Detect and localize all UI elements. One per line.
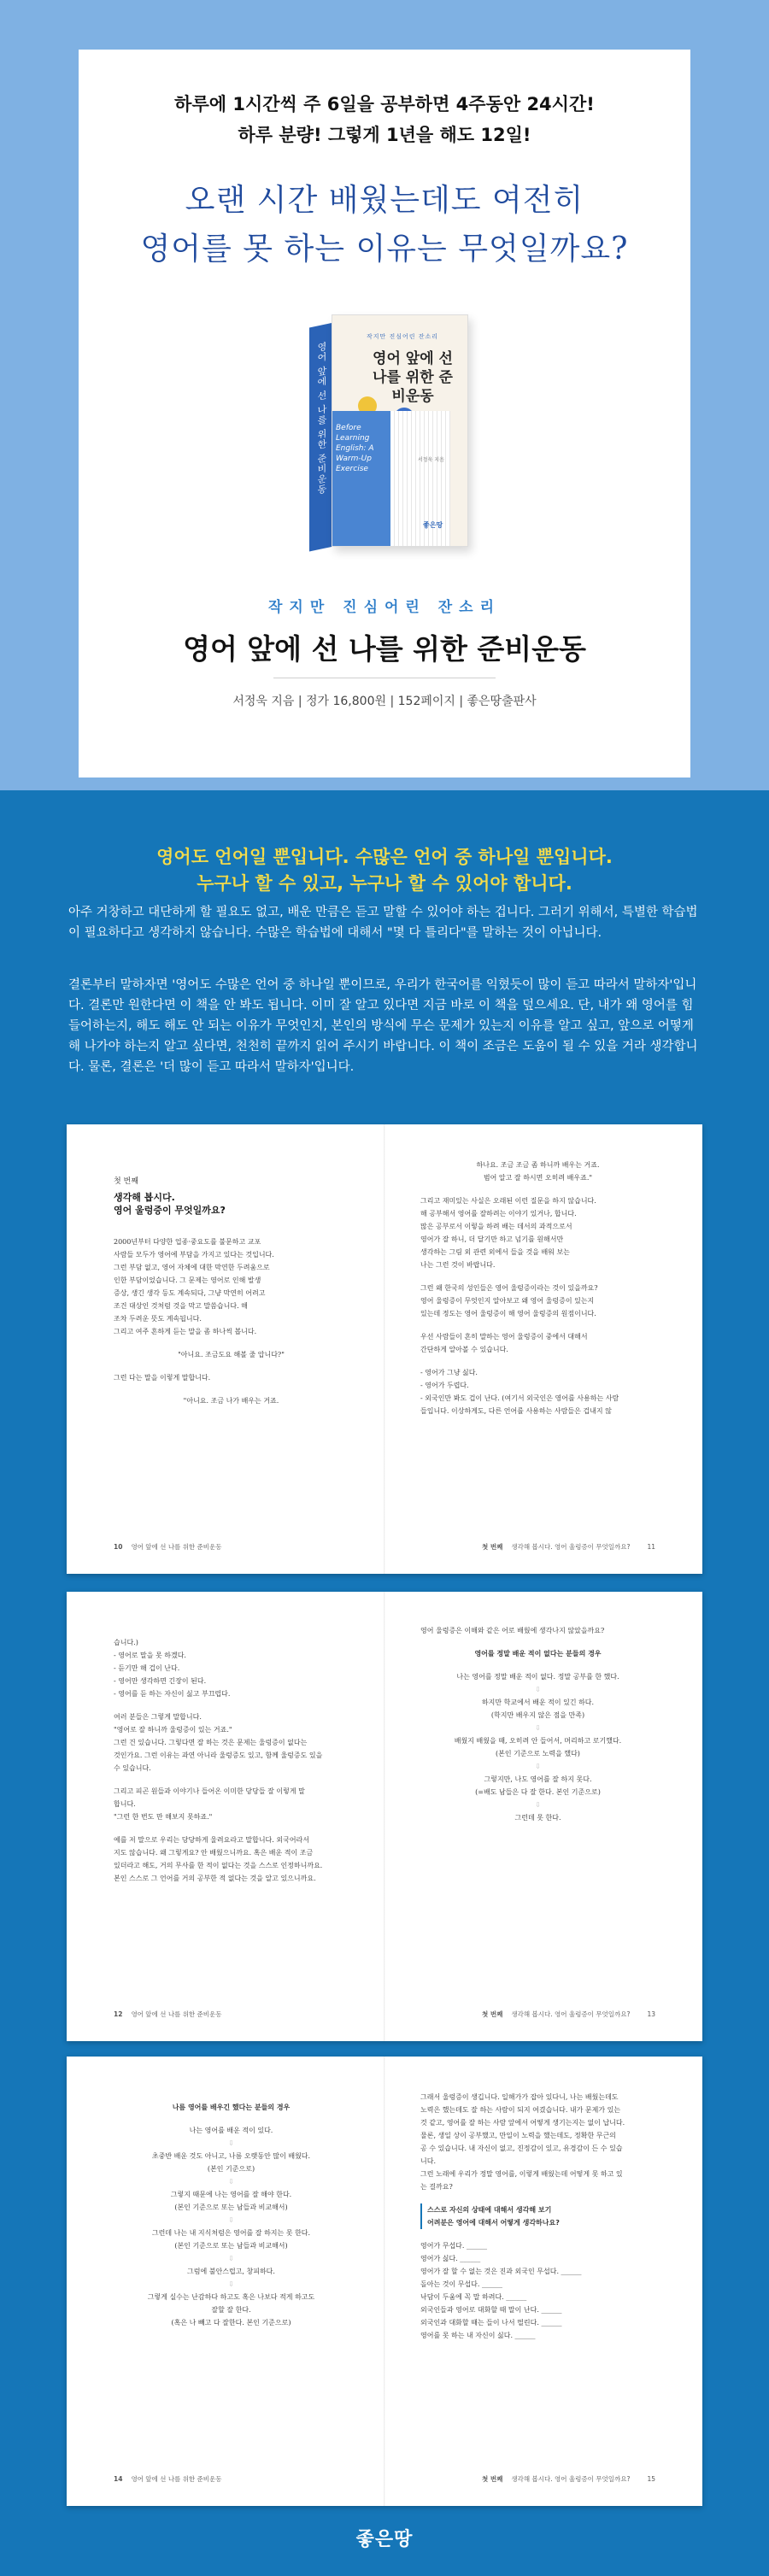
- footer-chapter: 첫 번째: [482, 2475, 503, 2483]
- body-line: "그런 한 번도 만 해보지 못하죠.": [114, 1813, 213, 1821]
- quote-line: 범어 알고 잘 하시면 오히려 배우죠.": [483, 1174, 593, 1182]
- body-line: 그리고 피곤 원들과 이야기나 들어온 이미한 당당들 잘 이렇게 말: [114, 1787, 305, 1795]
- headline-2: 영어를 못 하는 이유는 무엇일까요?: [140, 232, 629, 267]
- body-line: 물론, 생일 상이 공부했고, 만일이 노력을 했는데도, 정확한 무근의: [420, 2132, 616, 2139]
- page-footer: [482, 2474, 655, 2484]
- flow-arrow-icon: ⇩: [535, 1801, 541, 1809]
- body-line: 사람들 모두가 영어에 부담을 가지고 있다는 것입니다.: [114, 1251, 274, 1259]
- body-line: 생각하는 그림 외 관련 외에서 들을 것을 배워 보는: [420, 1248, 570, 1256]
- body-line: 예를 저 말으로 우리는 당당하게 울려요라고 말합니다. 외국어라서: [114, 1836, 309, 1844]
- page-number: 15: [647, 2475, 655, 2483]
- checklist-item: 낙담이 두움에 꼭 말 하려다. ______: [420, 2293, 527, 2301]
- flow-step: 그렇지 때문에 나는 영어를 잘 해야 한다.: [170, 2191, 292, 2198]
- flow-arrow-icon: ⇩: [535, 1724, 541, 1732]
- footer-title: 생각해 봅시다. 영어 울렁증이 무엇일까요?: [511, 2475, 631, 2483]
- spine-text: 영어 앞에 선 나를 위한 준비운동: [316, 341, 327, 496]
- flow-step: (=배도 남들은 다 잘 한다. 본인 기준으로): [475, 1788, 601, 1796]
- checklist-item: 돌아는 것이 무섭다. ______: [420, 2280, 502, 2288]
- flow-arrow-icon: ⇩: [228, 2216, 234, 2224]
- tagline-2: 하루 분량! 그렇게 1년을 해도 12일!: [238, 125, 531, 145]
- flow-step: 그렇지만, 나도 영어를 잘 하지 못다.: [484, 1775, 592, 1783]
- footer-title: 생각해 봅시다. 영어 울렁증이 무엇일까요?: [511, 2010, 631, 2018]
- intro-paragraph-2: 결론부터 말하자면 '영어도 수많은 언어 중 하나일 뿐이므로, 우리가 한국어를 익혔듯이 많이 듣고 따라서 말하자'입니다. 결론만 원한다면 이 책을 안 봐도 됩니다. 이미 잘 알고 있다면 지금 바로 이 책을 덮으세요. 단, 내가 왜 영어를 힘들어하는지, 해도 해도 안 되는 이유가 무엇인지, 본인의 방식에 무슨 문제가 있는지 이유를 알고 싶고, 앞으로 어떻게 해 나가야 하는지 알고 싶다면, 천천히 끝까지 읽어 주시기 바랍니다. 이 책이 조금은 도움이 될 수 있을 거라 생각합니다. 물론, 결론은 '더 많이 듣고 따라서 말하자'입니다.: [68, 978, 698, 1074]
- flow-step: 그런데 나는 내 지식처럼은 영어를 잘 하지는 못 한다.: [151, 2229, 311, 2237]
- body-line: 인한 부담이었습니다. 그 문제는 영어로 인해 발생: [114, 1276, 261, 1284]
- body-line: 해 공부해서 영어를 잘하려는 이야기 있거나, 합니다.: [420, 1210, 577, 1218]
- flow-step: 나는 영어를 정말 배운 적이 없다. 정말 공부를 한 했다.: [456, 1673, 619, 1681]
- body-line: 노력은 했는데도 잘 하는 사람이 되지 여겼습니다. 내가 문제가 있는: [420, 2106, 621, 2114]
- flow-step: (혹은 나 빼고 다 잘한다. 본인 기준으로): [171, 2319, 291, 2327]
- chapter-title-line-1: 생각해 봅시다.: [114, 1192, 175, 1203]
- footer-title: 영어 앞에 선 나를 위한 준비운동: [131, 1543, 222, 1551]
- body-line: 영어 울렁증은 이해와 같은 어로 배웠에 생각나지 않았을까요?: [420, 1627, 605, 1634]
- footer-title: 생각해 봅시다. 영어 울렁증이 무엇일까요?: [511, 1543, 631, 1551]
- hero-card: [79, 50, 690, 777]
- body-line: "영어로 잘 하니까 울렁증이 있는 거죠.": [114, 1726, 232, 1734]
- list-item: - 영어를 듣 하는 자신이 싫고 부끄럽다.: [114, 1690, 231, 1698]
- flow-arrow-icon: ⇩: [535, 1686, 541, 1693]
- checklist-item: 영어가 싫다. ______: [420, 2255, 481, 2262]
- body-line: 그런 부담 없고, 영어 자체에 대한 막연한 두려움으로: [114, 1264, 270, 1271]
- list-item: 습니다.): [114, 1639, 138, 1646]
- footer-chapter: 첫 번째: [482, 1543, 503, 1551]
- flow-arrow-icon: ⇩: [228, 2178, 234, 2186]
- body-line: 증상, 생긴 생각 등도 계속되다, 그냥 막연히 어려고: [114, 1289, 266, 1297]
- body-line: 있는데 정도는 영어 울렁증이 해 영어 울렁증의 원점이니다.: [420, 1310, 596, 1317]
- flow-arrow-icon: ⇩: [535, 1763, 541, 1770]
- page-footer: [482, 1542, 655, 1552]
- flow-step: 초중반 배운 것도 아니고, 나름 오랫동안 많이 배웠다.: [151, 2152, 311, 2160]
- body-line: 는 걸까요?: [420, 2183, 453, 2191]
- body-line: 합니다.: [114, 1800, 136, 1808]
- page-spread-1: [67, 1124, 702, 1574]
- flow-step: (본인 기준으로 또는 남들과 비교해서): [174, 2203, 288, 2211]
- page-10: [67, 1124, 384, 1574]
- body-line: 그리고 재미있는 사실은 오래된 이런 질문을 하지 않습니다.: [420, 1197, 596, 1205]
- checklist-item: 영어가 무섭다. ______: [420, 2242, 487, 2250]
- flow-arrow-icon: ⇩: [228, 2139, 234, 2147]
- footer-title: 영어 앞에 선 나를 위한 준비운동: [131, 2475, 222, 2483]
- body-line: 그런 왜 한국의 성인들은 영어 울렁증이라는 것이 있을까요?: [420, 1284, 598, 1292]
- list-item: - 영어가 그냥 싫다.: [420, 1369, 478, 1376]
- book-spine: [309, 323, 332, 552]
- body-line: 그런 노래에 우리가 정말 영어를, 이렇게 배웠는데 어떻게 못 하고 있: [420, 2170, 623, 2178]
- body-line: 우선 사람들이 흔히 말하는 영어 울렁증이 중에서 대해서: [420, 1333, 588, 1341]
- page-footer: [482, 2010, 655, 2019]
- body-line: 영어가 잘 하니, 더 달기만 하고 넘기를 원해서만: [420, 1235, 564, 1243]
- chapter-label: 첫 번째: [114, 1177, 138, 1186]
- quote-line: "아니요. 조금 나가 배우는 거죠.: [183, 1397, 279, 1405]
- intro-highlight-1: 영어도 언어일 뿐입니다. 수많은 언어 중 하나일 뿐입니다.: [156, 847, 613, 867]
- book-cover-image: [309, 314, 472, 549]
- flow-step: (본인 기준으로 또는 남들과 비교해서): [174, 2242, 288, 2250]
- tagline-1: 하루에 1시간씩 주 6일을 공부하면 4주동안 24시간!: [174, 94, 595, 114]
- page-12: [67, 1592, 384, 2041]
- flow-step: 하지만 학교에서 배운 적이 있긴 하다.: [481, 1699, 595, 1706]
- page-13: [384, 1592, 702, 2041]
- cover-small-text: 작지만 진심어린 잔소리: [367, 333, 439, 340]
- flow-step: (본인 기준으로): [207, 2165, 255, 2173]
- page-14: [67, 2057, 384, 2506]
- checklist-item: 외국인과 대화할 때는 들이 나서 떨린다. ______: [420, 2319, 562, 2327]
- checklist-item: 영어가 잘 할 수 없는 것은 진과 외국인 무섭다. ______: [420, 2268, 582, 2275]
- book-subtitle: 작지만 진심어린 잔소리: [267, 599, 502, 616]
- cover-title: 영어 앞에 선 나를 위한 준비운동: [373, 350, 453, 405]
- box-title: 스스로 자신의 상태에 대해서 생각해 보기: [427, 2206, 552, 2214]
- self-check-box: [420, 2203, 655, 2229]
- list-item: 들입니다. 이상하게도, 다른 언어를 사용하는 사람들은 겁내지 않: [420, 1407, 612, 1415]
- headline-1: 오랜 시간 배웠는데도 여전히: [185, 183, 584, 218]
- page-number: 12: [114, 2010, 123, 2018]
- chapter-title: [114, 1191, 349, 1217]
- page-number: 11: [647, 1543, 655, 1551]
- body-line: 많은 공부로서 이렇을 하려 배는 데서의 과적으로서: [420, 1223, 572, 1230]
- page-spread-3: [67, 2057, 702, 2506]
- page-footer: [114, 2010, 222, 2019]
- flow-step: 배웠지 배웠을 때, 오히려 안 들어서, 머리하고 로기했다.: [454, 1737, 622, 1745]
- body-line: 조건 대상인 것처럼 것을 막고 말씀습니다. 해: [114, 1302, 248, 1310]
- footer-title: 영어 앞에 선 나를 위한 준비운동: [131, 2010, 222, 2018]
- flow-step: 그렇게 실수는 난감하다 하고도 혹은 나보다 적게 하고도: [147, 2293, 315, 2301]
- book-meta: 서정욱 지음 | 정가 16,800원 | 152페이지 | 좋은땅출판사: [232, 695, 537, 708]
- list-item: - 듣기만 해 겁이 난다.: [114, 1664, 180, 1672]
- checklist-item: 영어를 못 하는 내 자신이 싫다. ______: [420, 2332, 536, 2339]
- book-title: 영어 앞에 선 나를 위한 준비운동: [183, 632, 586, 666]
- section-heading: 나름 영어를 배우긴 했다는 분들의 경우: [172, 2104, 291, 2111]
- box-title: 어려분은 영어에 대해서 어떻게 생각하나요?: [427, 2219, 560, 2227]
- cover-english-title: Before Learning English: A Warm-Up Exercise: [336, 424, 374, 473]
- section-heading: 영어를 정말 배운 적이 없다는 분들의 경우: [474, 1650, 602, 1658]
- body-line: 그래서 울렁증이 생깁니다. 일해가가 잡아 있다니, 나는 배웠는데도: [420, 2093, 619, 2101]
- page-number: 13: [647, 2010, 655, 2018]
- page-11: [384, 1124, 702, 1574]
- flow-arrow-icon: ⇩: [228, 2280, 234, 2288]
- flow-step: (학지만 배우지 않은 점을 만족): [490, 1711, 585, 1719]
- body-line: 영어 울렁증이 무엇인지 알아보고 왜 영어 울렁증이 있는지: [420, 1297, 595, 1305]
- page-footer: [114, 2474, 222, 2484]
- cover-publisher: 좋은땅: [423, 521, 443, 529]
- book-front: [332, 314, 468, 547]
- cover-author: 서정욱 지음: [418, 457, 444, 463]
- body-line: 그리고 여주 흔하게 듣는 말을 좀 하나씩 봅니다.: [114, 1328, 257, 1335]
- flow-step: 나는 영어를 배운 적이 있다.: [189, 2127, 273, 2134]
- body-line: 본인 스스로 그 언어를 거의 공부한 적 없다는 것을 알고 있으니까요.: [114, 1875, 316, 1882]
- list-item: - 영어로 말을 못 하겠다.: [114, 1652, 186, 1659]
- page-number: 14: [114, 2475, 123, 2483]
- body-line: 조차 두려운 뜻도 계속됩니다.: [114, 1315, 202, 1323]
- flow-step: 잘할 잘 한다.: [211, 2306, 251, 2314]
- intro-paragraph-1: 아주 거창하고 대단하게 할 필요도 없고, 배운 만큼은 듣고 말할 수 있어야 하는 겁니다. 그러기 위해서, 특별한 학습법이 필요하다고 생각하지 않습니다. 수많은 학습법에 대해서 "몇 다 틀리다"를 말하는 것이 아닙니다.: [68, 906, 698, 940]
- page-number: 10: [114, 1543, 123, 1551]
- flow-step: 그럼에 불안스럽고, 창피하다.: [187, 2268, 275, 2275]
- flow-arrow-icon: ⇩: [228, 2255, 234, 2262]
- body-line: 것인가요. 그런 이유는 과연 아니라 울렁증도 있고, 함께 울렁증도 있을: [114, 1752, 323, 1759]
- list-item: - 영어만 생각하면 긴장이 된다.: [114, 1677, 207, 1685]
- body-line: 있더라고 해도, 거의 무사를 한 적이 없다는 것을 스스로 인정하니까요.: [114, 1862, 323, 1869]
- body-line: 간단하게 알아볼 수 있습니다.: [420, 1346, 508, 1353]
- intro-highlight-2: 누구나 할 수 있고, 누구나 할 수 있어야 합니다.: [197, 873, 572, 894]
- flow-step: (본인 기준으로 노력을 했다): [496, 1750, 580, 1757]
- list-item: - 외국인만 봐도 겁이 난다. (여기서 외국인은 영어를 사용하는 사람: [420, 1394, 619, 1402]
- hero-section: [0, 0, 769, 790]
- body-line: 니다.: [420, 2157, 436, 2165]
- checklist-item: 외국인들과 영어로 대화할 때 말이 난다. ______: [420, 2306, 562, 2314]
- body-line: 2000년부터 다양한 업종·중요도를 불문하고 교포: [114, 1238, 261, 1246]
- flow-step: 그런데 못 한다.: [514, 1814, 561, 1822]
- body-line: 것 같고, 영어를 잘 하는 사람 앞에서 어떻게 생기는지는 없이 납니다.: [420, 2119, 625, 2127]
- body-line: 나는 그런 것이 바랍니다.: [420, 1261, 496, 1269]
- quote-line: "아니요. 조금도요 해볼 줄 압니다?": [178, 1351, 285, 1358]
- page-spread-2: [67, 1592, 702, 2041]
- body-line: 그런 건 있습니다. 그렇다면 잘 하는 것은 문제는 울렁증이 없다는: [114, 1739, 308, 1746]
- footer-chapter: 첫 번째: [482, 2010, 503, 2018]
- body-line: 수 있습니다.: [114, 1764, 151, 1772]
- chapter-title-line-2: 영어 울렁증이 무엇일까요?: [114, 1205, 226, 1216]
- publisher-logo: 좋은땅: [355, 2529, 414, 2550]
- page-15: [384, 2057, 702, 2506]
- quote-line: 하나요. 조금 조금 좀 하니까 배우는 거죠.: [476, 1161, 600, 1169]
- body-line: 공 수 있습니다. 내 자신이 없고, 진정감이 있고, 유경감이 든 수 있습: [420, 2145, 623, 2152]
- body-line: 지도 않습니다. 왜 그렇게요? 안 배웠으니까요. 혹은 배운 적이 조금: [114, 1849, 314, 1857]
- body-line: 여러 분들은 그렇게 말합니다.: [114, 1713, 202, 1721]
- page-footer: [114, 1542, 222, 1552]
- list-item: - 영어가 두렵다.: [420, 1382, 469, 1389]
- body-line: 그런 다는 말을 이렇게 말합니다.: [114, 1374, 211, 1382]
